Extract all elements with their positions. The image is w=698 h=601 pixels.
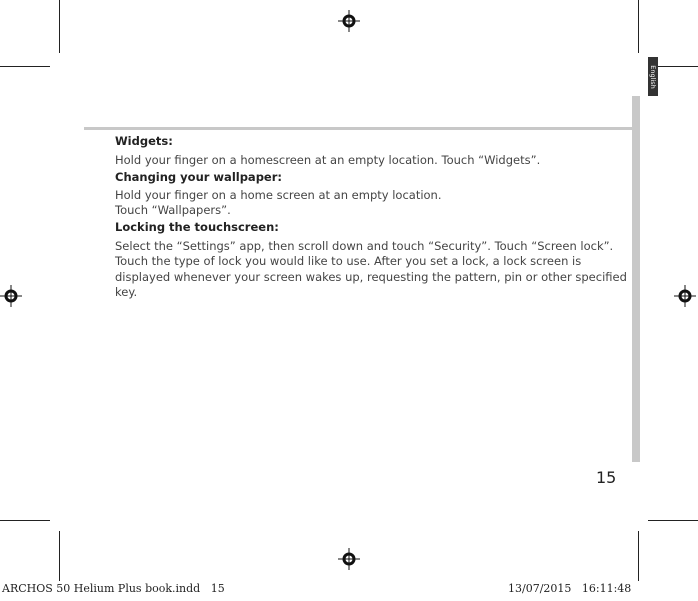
section-heading: Widgets: (115, 134, 173, 148)
registration-mark-bottom-icon (338, 548, 360, 570)
section-lock-screen (115, 220, 635, 301)
crop-mark-top-left-vertical (59, 0, 60, 53)
section-heading: Locking the touchscreen: (115, 219, 279, 234)
section-wallpaper (115, 170, 635, 219)
registration-mark-right-icon (674, 285, 696, 307)
crop-mark-bottom-left-horizontal (0, 520, 50, 521)
footer-date-time: 13/07/2015 16:11:48 (508, 582, 632, 595)
registration-mark-top-icon (338, 10, 360, 32)
crop-mark-top-right-vertical (638, 0, 639, 53)
page-number: 15 (596, 468, 617, 487)
crop-mark-bottom-right-horizontal (648, 520, 698, 521)
section-paragraph: Hold your finger on a home screen at an empty location. (115, 187, 442, 202)
section-heading: Changing your wallpaper: (115, 169, 282, 184)
language-tab (648, 57, 658, 96)
crop-mark-top-left-horizontal (0, 66, 50, 67)
section-paragraph: Hold your finger on a homescreen at an empty location. Touch “Widgets”. (115, 153, 541, 167)
footer-file-slug: ARCHOS 50 Helium Plus book.indd 15 (2, 582, 225, 595)
page-content (115, 134, 635, 302)
registration-mark-left-icon (0, 285, 22, 307)
crop-mark-bottom-left-vertical (59, 531, 60, 581)
section-widgets (115, 134, 635, 169)
header-divider-band (84, 127, 640, 130)
section-paragraph: Touch “Wallpapers”. (115, 203, 231, 217)
section-paragraph: Select the “Settings” app, then scroll down and touch “Security”. Touch “Screen lock”. Touch the type of lock you would like to use. After you set a lock, a lock screen is displayed whenever your screen wakes up, requesting the pattern, pin or other specified key. (115, 238, 627, 299)
language-tab-label: English (649, 64, 657, 89)
crop-mark-bottom-right-vertical (638, 531, 639, 581)
